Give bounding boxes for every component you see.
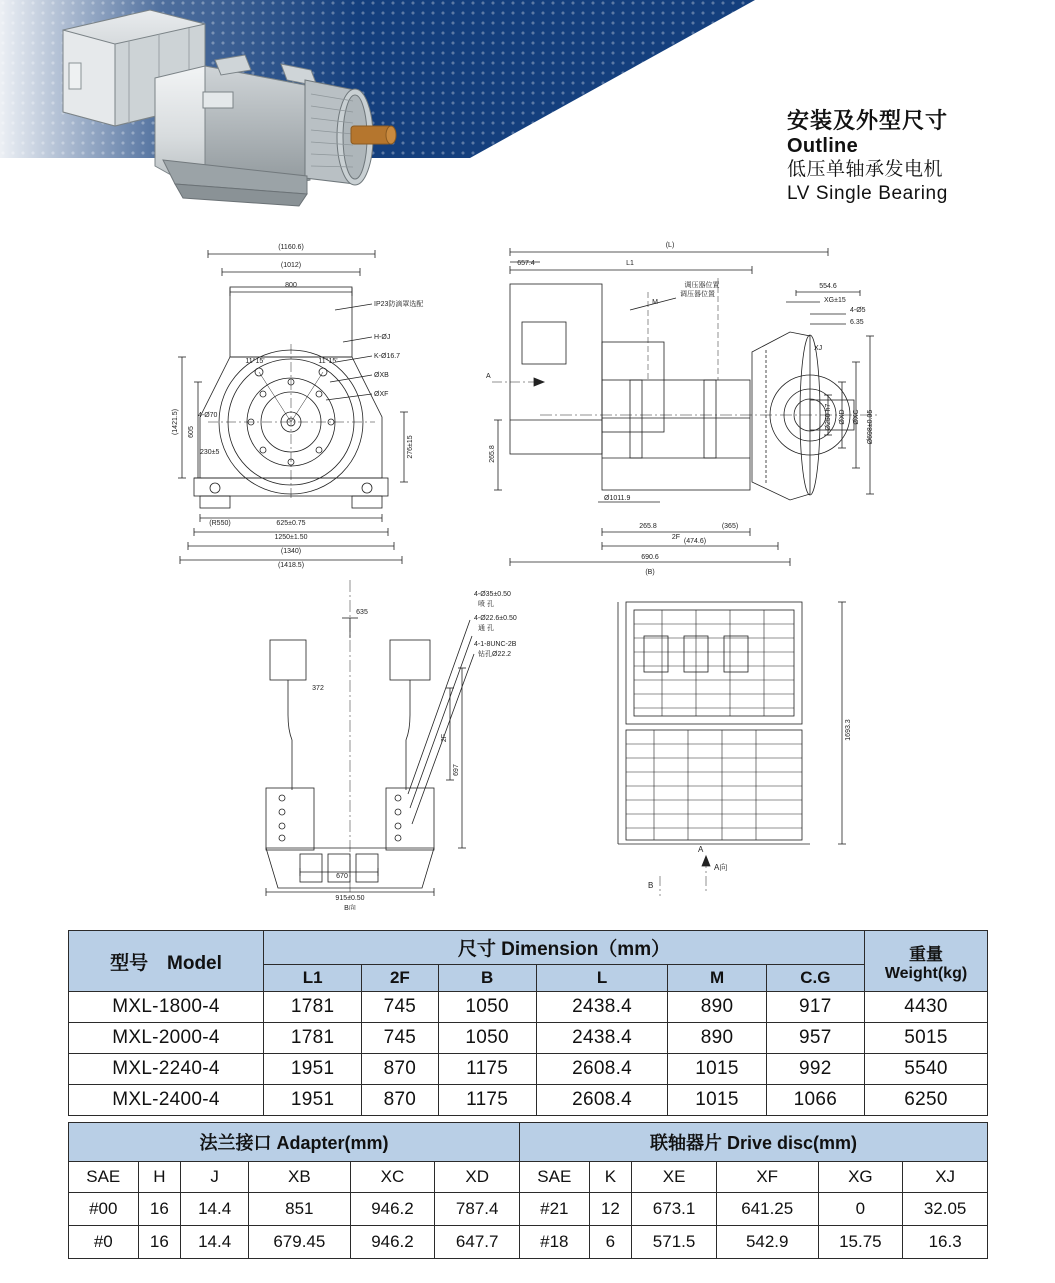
side-view-drawing: [480, 232, 940, 582]
table-row: [69, 1023, 988, 1054]
dim-front-0: (1160.6): [278, 244, 304, 251]
th-sae-left: SAE: [69, 1162, 139, 1193]
th-model-en: Model: [167, 952, 222, 974]
cell-m: 890: [668, 992, 766, 1023]
th-xg: XG: [818, 1162, 903, 1193]
cell-l: 2438.4: [536, 1023, 668, 1054]
dim-bot-11: 915±0.50: [335, 895, 365, 902]
cell-b: 1175: [438, 1085, 536, 1116]
table-row: [69, 1226, 988, 1259]
cell-model: MXL-1800-4: [69, 992, 264, 1023]
dim-front-18: (1340): [280, 548, 302, 555]
th-col-cg: C.G: [766, 965, 864, 992]
adapter-table: [68, 1122, 988, 1259]
dim-front-16: 625±0.75: [276, 520, 306, 527]
th-xc: XC: [350, 1162, 435, 1193]
note-front-13: ØXF: [374, 391, 389, 398]
dim-side-6: 554.6: [819, 283, 837, 290]
cell-xe: 571.5: [632, 1226, 717, 1259]
note-bot-1: 喷 孔: [478, 601, 494, 608]
dim-side-10: XJ: [814, 345, 823, 352]
cell-cg: 1066: [766, 1085, 864, 1116]
label-view-a: A向: [714, 863, 728, 872]
table-row: [69, 1193, 988, 1226]
cell-xf: 641.25: [716, 1193, 818, 1226]
cell-2f: 745: [362, 1023, 438, 1054]
cell-weight: 4430: [865, 992, 988, 1023]
note-front-7: 230±5: [200, 449, 220, 456]
dim-side-18: (365): [721, 523, 739, 530]
th-xf: XF: [716, 1162, 818, 1193]
cell-cg: 992: [766, 1054, 864, 1085]
cell-k: 12: [589, 1193, 632, 1226]
cell-sae-right: #18: [520, 1226, 590, 1259]
dim-side-16: 265.8: [639, 523, 657, 530]
dim-side-16b: 265.8: [489, 445, 496, 463]
cell-l1: 1781: [264, 992, 362, 1023]
dim-front-19: (1418.5): [277, 562, 305, 569]
dim-front-14: 276±15: [407, 435, 414, 459]
title-en-main: Outline: [787, 134, 858, 157]
note-front-12: ØXB: [374, 372, 389, 379]
cell-b: 1175: [438, 1054, 536, 1085]
th-col-b: B: [438, 965, 536, 992]
cell-l: 2438.4: [536, 992, 668, 1023]
cell-sae-left: #0: [69, 1226, 139, 1259]
dim-side-3: 调压器位置: [684, 282, 720, 289]
cell-b: 1050: [438, 1023, 536, 1054]
cell-l: 2608.4: [536, 1054, 668, 1085]
cell-xb: 679.45: [249, 1226, 351, 1259]
dim-side-7: 4-Ø5: [850, 307, 866, 314]
cell-2f: 870: [362, 1054, 438, 1085]
dim-front-3: 11°15': [245, 358, 265, 365]
cell-b: 1050: [438, 992, 536, 1023]
dim-bot-6: 635: [356, 609, 368, 616]
cell-xj: 16.3: [903, 1226, 988, 1259]
cell-l: 2608.4: [536, 1085, 668, 1116]
cell-2f: 870: [362, 1085, 438, 1116]
dim-side-20: 690.6: [641, 554, 659, 561]
dim-front-1: (1012): [280, 262, 302, 269]
th-model-cn: 型号: [110, 952, 149, 974]
th-xe: XE: [632, 1162, 717, 1193]
cell-xc: 946.2: [350, 1226, 435, 1259]
cell-xd: 787.4: [435, 1193, 520, 1226]
dim-front-5: (1421.5): [172, 408, 179, 436]
cell-weight: 5540: [865, 1054, 988, 1085]
th-xd: XD: [435, 1162, 520, 1193]
bottom-view-drawing: [230, 580, 610, 910]
cell-xe: 673.1: [632, 1193, 717, 1226]
note-front-10: H-ØJ: [374, 334, 391, 341]
table-row: [69, 1085, 988, 1116]
th-dimension-group: 尺寸 Dimension（mm）: [264, 931, 865, 965]
dim-front-17: 1250±1.50: [274, 534, 308, 541]
dim-front-2: 800: [285, 282, 297, 289]
note-bot-5: 钻孔Ø22.2: [478, 651, 512, 658]
dim-side-17: 2F: [671, 534, 681, 541]
dim-side-5: M: [652, 299, 658, 306]
dim-side-9: XG±15: [824, 297, 846, 304]
cell-xg: 15.75: [818, 1226, 903, 1259]
cell-m: 1015: [668, 1054, 766, 1085]
dim-side-2: L1: [626, 260, 634, 267]
th-adapter-group: 法兰接口 Adapter(mm): [69, 1123, 520, 1162]
cell-h: 16: [138, 1226, 181, 1259]
note-bot-2: 4-Ø22.6±0.50: [474, 615, 517, 622]
dim-bot-10: 670: [336, 873, 348, 880]
cell-l1: 1951: [264, 1085, 362, 1116]
cell-xg: 0: [818, 1193, 903, 1226]
th-weight-cn: 重量: [909, 944, 943, 964]
label-view-b: B: [648, 881, 654, 890]
cell-xj: 32.05: [903, 1193, 988, 1226]
dim-rear-0: 1693.3: [845, 719, 852, 741]
dim-side-19: (474.6): [683, 538, 707, 545]
dim-bot-8: 2F: [441, 733, 448, 743]
cell-weight: 5015: [865, 1023, 988, 1054]
dim-side-12: Ø1011.9: [604, 495, 631, 502]
cell-j: 14.4: [181, 1193, 249, 1226]
title-cn-main: 安装及外型尺寸: [787, 108, 949, 133]
note-bot-0: 4-Ø35±0.50: [474, 591, 511, 598]
th-weight-en: Weight(kg): [884, 964, 968, 982]
note-front-8: 4-Ø70: [198, 412, 218, 419]
note-front-9: IP23防滴罩选配: [374, 301, 424, 308]
cell-h: 16: [138, 1193, 181, 1226]
dim-side-14: ØXD: [839, 409, 846, 425]
dimension-table-wrapper: [68, 930, 988, 1116]
dim-front-15: (R550): [209, 520, 231, 527]
cell-l1: 1781: [264, 1023, 362, 1054]
dim-bot-9: 697: [453, 764, 460, 776]
cell-xb: 851: [249, 1193, 351, 1226]
th-k: K: [589, 1162, 632, 1193]
dim-front-6: 605: [188, 426, 195, 438]
th-drivedisc-group: 联轴器片 Drive disc(mm): [520, 1123, 988, 1162]
cell-xf: 542.9: [716, 1226, 818, 1259]
cell-cg: 917: [766, 992, 864, 1023]
dimension-table: [68, 930, 988, 1116]
cell-model: MXL-2000-4: [69, 1023, 264, 1054]
th-h: H: [138, 1162, 181, 1193]
th-col-2f: 2F: [362, 965, 438, 992]
note-front-11: K-Ø16.7: [374, 353, 401, 360]
dim-side-21: (B): [645, 569, 655, 576]
dim-side-22: Ø698±0.05: [867, 409, 874, 445]
dim-front-4: 11°15': [318, 358, 338, 365]
cell-sae-left: #00: [69, 1193, 139, 1226]
th-model: [69, 931, 264, 992]
label-arrow-a: A: [698, 845, 704, 854]
cell-xd: 647.7: [435, 1226, 520, 1259]
th-col-m: M: [668, 965, 766, 992]
note-bot-4: 4-1-8UNC-2B: [474, 641, 517, 648]
dim-side-13: Ø250 h7: [825, 403, 832, 431]
cell-k: 6: [589, 1226, 632, 1259]
cell-2f: 745: [362, 992, 438, 1023]
title-block: [787, 108, 1027, 206]
cell-m: 890: [668, 1023, 766, 1054]
dim-side-15: ØXC: [853, 409, 860, 425]
title-cn-sub: 低压单轴承发电机: [787, 159, 944, 181]
th-j: J: [181, 1162, 249, 1193]
th-xb: XB: [249, 1162, 351, 1193]
th-xj: XJ: [903, 1162, 988, 1193]
table-row: [69, 1054, 988, 1085]
rear-view-drawing: [600, 580, 930, 900]
th-weight: [865, 931, 988, 992]
cell-cg: 957: [766, 1023, 864, 1054]
technical-drawings: [0, 232, 1055, 922]
note-bot-3: 通 孔: [478, 625, 494, 632]
th-col-l: L: [536, 965, 668, 992]
dim-bot-7: 372: [312, 685, 324, 692]
dim-bot-12: B向: [344, 905, 356, 910]
dim-side-0: 657.4: [517, 260, 535, 267]
title-en-sub: LV Single Bearing: [787, 183, 948, 205]
cell-m: 1015: [668, 1085, 766, 1116]
cell-l1: 1951: [264, 1054, 362, 1085]
th-col-l1: L1: [264, 965, 362, 992]
cell-j: 14.4: [181, 1226, 249, 1259]
dim-side-8: 6.35: [850, 319, 864, 326]
table-row: [69, 992, 988, 1023]
th-sae-right: SAE: [520, 1162, 590, 1193]
cell-xc: 946.2: [350, 1193, 435, 1226]
cell-model: MXL-2400-4: [69, 1085, 264, 1116]
cell-sae-right: #21: [520, 1193, 590, 1226]
page-header: [0, 0, 1055, 232]
note-side-3: 调压器位置: [680, 291, 715, 298]
cell-weight: 6250: [865, 1085, 988, 1116]
adapter-table-wrapper: [68, 1122, 988, 1259]
generator-illustration: [55, 8, 425, 218]
label-section-a: A: [486, 373, 491, 380]
cell-model: MXL-2240-4: [69, 1054, 264, 1085]
dim-side-1: (L): [665, 242, 675, 249]
